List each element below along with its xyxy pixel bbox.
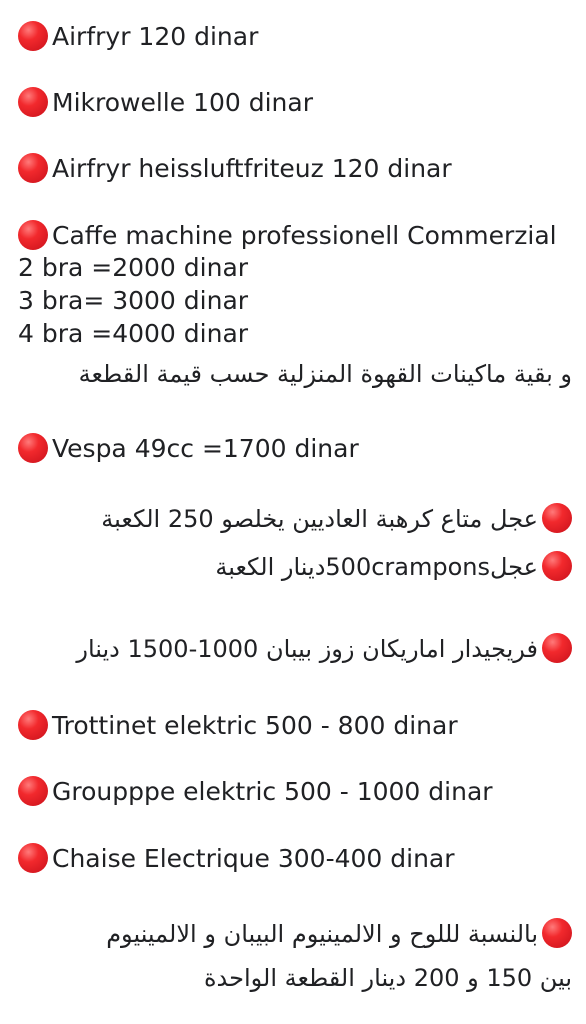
list-item-vespa [0,432,586,465]
list-item-microwave [0,86,586,119]
list-item-fridge [0,633,586,666]
list-item-chair [0,842,586,875]
item-text: Mikrowelle 100 dinar [52,88,313,117]
item-suffix: دينار الكعبة [215,553,326,581]
item-text: Vespa 49cc =1700 dinar [52,434,359,463]
red-circle-icon [542,633,572,663]
coffee-price-4 [0,317,586,350]
item-text: Airfryr heissluftfriteuz 120 dinar [52,154,452,183]
price-text: 3 bra= 3000 dinar [18,286,249,315]
list-item-generator [0,775,586,808]
note-text: و بقية ماكينات القهوة المنزلية حسب قيمة القطعة [78,360,572,388]
list-item-coffee-machine [0,219,586,252]
coffee-price-3 [0,284,586,317]
red-circle-icon [542,918,572,948]
red-circle-icon [18,843,48,873]
item-text: Chaise Electrique 300-400 dinar [52,844,455,873]
list-item-wheels-regular [0,503,586,536]
red-circle-icon [542,503,572,533]
item-text: Groupppe elektric 500 - 1000 dinar [52,777,493,806]
item-text: Trottinet elektric 500 - 800 dinar [52,711,458,740]
coffee-note [0,358,586,391]
list-item-wheels-crampons [0,551,586,584]
item-text: بين 150 و 200 دينار القطعة الواحدة [203,964,572,992]
list-item-airfryer-hot [0,152,586,185]
list-item-airfryer [0,20,586,53]
red-circle-icon [18,21,48,51]
item-word: crampons [371,553,490,581]
price-text: 4 bra =4000 dinar [18,319,249,348]
red-circle-icon [18,710,48,740]
item-text: عجل متاع كرهبة العاديين يخلصو 250 الكعبة [101,505,538,533]
item-text: بالنسبة لللوح و الالمينيوم البيبان و الالمينيوم [106,920,538,948]
aluminium-price [0,962,586,995]
red-circle-icon [18,776,48,806]
red-circle-icon [542,551,572,581]
list-item-scooter [0,709,586,742]
red-circle-icon [18,153,48,183]
item-prefix: عجل [490,553,538,581]
item-text: Caffe machine professionell Commerzial [52,221,557,250]
item-text: Airfryr 120 dinar [52,22,259,51]
red-circle-icon [18,433,48,463]
price-text: 2 bra =2000 dinar [18,253,249,282]
item-number-word [325,553,490,581]
item-text: فريجيدار اماريكان زوز بيبان 1000-1500 دينار [76,635,538,663]
red-circle-icon [18,220,48,250]
coffee-price-2 [0,251,586,284]
red-circle-icon [18,87,48,117]
list-item-aluminium [0,918,586,951]
item-number: 500 [325,553,372,581]
